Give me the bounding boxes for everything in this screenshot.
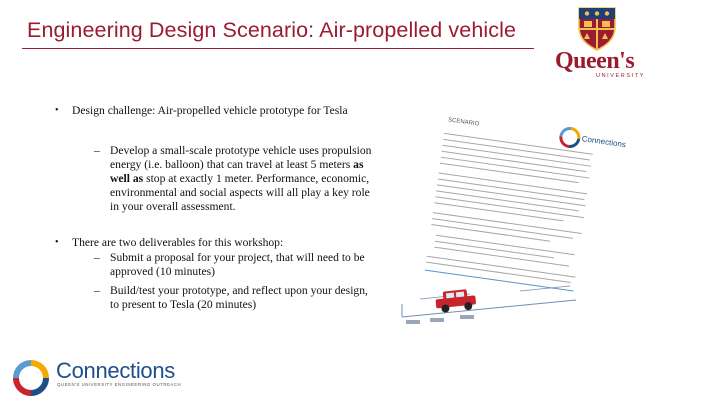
dash-marker: – bbox=[94, 284, 100, 297]
develop-line-2-bold: as bbox=[353, 158, 364, 171]
connections-logo-icon bbox=[12, 360, 50, 396]
dash-marker: – bbox=[94, 251, 100, 264]
build-line-2: to present to Tesla (20 minutes) bbox=[110, 298, 257, 311]
bullet-marker: • bbox=[55, 105, 59, 116]
bullet-deliverables: There are two deliverables for this workshop: bbox=[72, 236, 284, 249]
build-line-1: Build/test your prototype, and reflect upon your design, bbox=[110, 284, 368, 297]
crest-icon bbox=[575, 5, 619, 51]
develop-line-1: Develop a small-scale prototype vehicle uses propulsion bbox=[110, 144, 372, 157]
slide-title: Engineering Design Scenario: Air-propelled vehicle bbox=[27, 18, 517, 42]
title-divider bbox=[22, 48, 534, 49]
develop-line-4: environmental and social aspects will all play a key role bbox=[110, 186, 370, 199]
dash-marker: – bbox=[94, 144, 100, 157]
develop-line-3-bold: well as bbox=[110, 172, 144, 185]
doc-connections-logo-icon bbox=[557, 125, 582, 150]
red-car-icon bbox=[435, 288, 477, 313]
university-label: UNIVERSITY bbox=[596, 73, 646, 79]
bullet-design-challenge: Design challenge: Air-propelled vehicle prototype for Tesla bbox=[72, 104, 348, 117]
proposal-line-1: Submit a proposal for your project, that will need to be bbox=[110, 251, 365, 264]
doc-text-line bbox=[433, 212, 582, 234]
develop-line-2: energy (i.e. balloon) that can travel at least 5 meters bbox=[110, 158, 351, 171]
doc-text-line bbox=[439, 173, 588, 195]
develop-line-3: stop at exactly 1 meter. Performance, economic, bbox=[146, 172, 370, 185]
queens-wordmark: Queen's bbox=[555, 48, 635, 74]
bullet-marker: • bbox=[55, 237, 59, 248]
doc-heading: SCENARIO bbox=[447, 117, 480, 128]
connections-tagline: QUEEN'S UNIVERSITY ENGINEERING OUTREACH bbox=[57, 382, 182, 387]
doc-text-line bbox=[427, 256, 576, 278]
doc-connections-label: Connections bbox=[581, 134, 627, 150]
connections-wordmark: Connections bbox=[56, 358, 175, 383]
develop-line-5: in your overall assessment. bbox=[110, 200, 236, 213]
vehicle-diagram-icon bbox=[400, 282, 580, 342]
proposal-line-2: approved (10 minutes) bbox=[110, 265, 215, 278]
